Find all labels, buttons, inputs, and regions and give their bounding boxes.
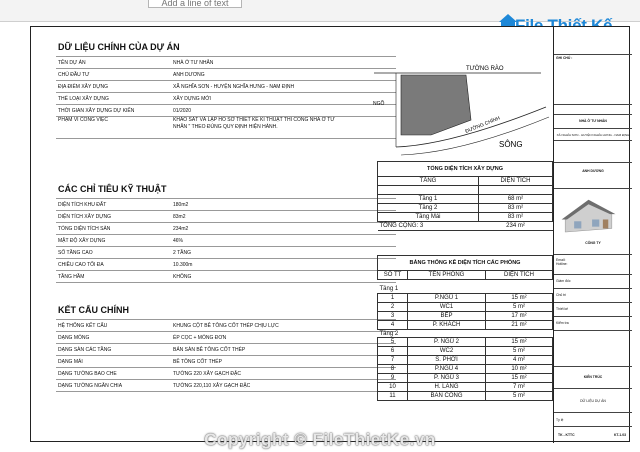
tb-hotline-label: Hotline: bbox=[556, 262, 568, 266]
tb-project: NHÀ Ở TƯ NHÂN bbox=[554, 115, 632, 129]
tb-role-1: Giám đốc bbox=[554, 275, 632, 289]
table-row: CHIỀU CAO TỐI ĐA 10.300m bbox=[56, 259, 396, 271]
table-row: 10 H. LANG 7 m² bbox=[378, 383, 553, 392]
table-row: Tầng Mái 83 m² bbox=[378, 213, 553, 222]
tb-blank bbox=[554, 105, 632, 115]
table-row: 6 WC2 5 m² bbox=[378, 347, 553, 356]
room-area-title: BẢNG THỐNG KÊ DIỆN TÍCH CÁC PHÒNG bbox=[378, 256, 553, 271]
table-row: DẠNG SÀN CÁC TẦNG BẢN SÀN BÊ TÔNG CỐT THÉP bbox=[56, 344, 396, 356]
table-row: 11 BAN CÔNG 5 m² bbox=[378, 392, 553, 401]
floor-area-table bbox=[377, 161, 553, 231]
row-key: TÊN DỰ ÁN bbox=[56, 57, 171, 69]
col-header: TẦNG bbox=[378, 177, 479, 186]
col-header: TÊN PHÒNG bbox=[408, 271, 486, 280]
row-key: PHẠM VI CÔNG VIỆC bbox=[56, 117, 171, 139]
tb-role-4: Kiểm tra bbox=[554, 317, 632, 331]
table-row: DẠNG TƯỜNG NGĂN CHIA TƯỜNG 220,110 XÂY GẠCH ĐẶC bbox=[56, 380, 396, 392]
table-row bbox=[56, 69, 396, 81]
tb-email-label: Email: bbox=[556, 258, 566, 262]
table-row bbox=[56, 105, 396, 117]
group-label: Tầng 1 bbox=[379, 286, 399, 293]
row-value: XÃ NGHĨA SƠN - HUYỆN NGHĨA HƯNG - NAM ĐỊNH bbox=[171, 81, 396, 93]
river-label: SÔNG bbox=[499, 140, 523, 149]
table-row: SỐ TẦNG CAO 2 TẦNG bbox=[56, 247, 396, 259]
tb-role-2: Chủ trì bbox=[554, 289, 632, 303]
row-value: ANH DƯƠNG bbox=[171, 69, 396, 81]
table-row: 9 P. NGỦ 3 15 m² bbox=[378, 374, 553, 383]
table-row: Tầng 1 68 m² bbox=[378, 195, 553, 204]
tb-scale: Tỷ lệ bbox=[554, 413, 632, 427]
table-row: 1 P.NGỦ 1 15 m² bbox=[378, 294, 553, 303]
road-label: ĐƯỜNG CHÍNH bbox=[464, 115, 501, 135]
site-plan bbox=[371, 45, 551, 165]
row-value-continued: NHÂN " THEO ĐÚNG QUY ĐỊNH HIỆN HÀNH. bbox=[173, 124, 278, 130]
table-row: DIỆN TÍCH KHU ĐẤT 180m2 bbox=[56, 199, 396, 211]
total-row: TỔNG CỘNG: 3 234 m² bbox=[378, 222, 553, 231]
table-row: DẠNG TƯỜNG BAO CHE TƯỜNG 220 XÂY GẠCH ĐẶC bbox=[56, 368, 396, 380]
drawing-sheet bbox=[30, 26, 630, 442]
col-header: DIỆN TÍCH bbox=[479, 177, 553, 186]
fence-label: TƯỜNG RÀO bbox=[466, 66, 504, 72]
table-row: 3 BẾP 17 m² bbox=[378, 312, 553, 321]
row-value: NHÀ Ở TƯ NHÂN bbox=[171, 57, 396, 69]
table-row bbox=[56, 81, 396, 93]
technical-section-title: CÁC CHỈ TIÊU KỸ THUẬT bbox=[58, 184, 167, 194]
technical-table bbox=[56, 198, 396, 283]
row-key: ĐỊA ĐIỂM XÂY DỰNG bbox=[56, 81, 171, 93]
group-label: Tầng 2 bbox=[379, 330, 399, 337]
row-key: CHỦ ĐẦU TƯ bbox=[56, 69, 171, 81]
table-row: 4 P. KHÁCH 21 m² bbox=[378, 321, 553, 330]
tb-contact bbox=[554, 255, 632, 275]
house-render-icon bbox=[558, 190, 628, 240]
table-row: 7 S. PHƠI 4 m² bbox=[378, 356, 553, 365]
table-row: TỔNG DIỆN TÍCH SÀN 234m2 bbox=[56, 223, 396, 235]
general-section-title: DỮ LIỆU CHÍNH CỦA DỰ ÁN bbox=[58, 42, 180, 52]
building-footprint bbox=[401, 75, 471, 135]
table-row bbox=[56, 93, 396, 105]
tb-code: TK - KTTC bbox=[558, 433, 575, 437]
table-row: DẠNG MÁI BÊ TÔNG CỐT THÉP bbox=[56, 356, 396, 368]
row-value: KHẢO SÁT VÀ LẬP HỒ SƠ THIẾT KẾ KĨ THUẬT THI CÔNG NHÀ Ở TƯ bbox=[173, 117, 335, 123]
table-row: 2 WC1 5 m² bbox=[378, 303, 553, 312]
text-line-input[interactable]: Add a line of text bbox=[148, 0, 242, 8]
table-row: 5 P. NGỦ 2 15 m² bbox=[378, 338, 553, 347]
col-header: DIỆN TÍCH bbox=[486, 271, 553, 280]
tb-blank bbox=[554, 141, 632, 163]
tb-render-cell bbox=[554, 189, 632, 255]
tb-address: XÃ NGHĨA SƠN - HUYỆN NGHĨA HƯNG - NAM ĐỊNH bbox=[554, 129, 632, 141]
row-value: XÂY DỰNG MỚI bbox=[171, 93, 396, 105]
tb-notes: GHI CHÚ : bbox=[554, 55, 632, 105]
row-value: 01/2020 bbox=[171, 105, 396, 117]
tb-blank bbox=[554, 331, 632, 367]
tb-owner: ANH DƯƠNG bbox=[554, 163, 632, 189]
title-block bbox=[553, 27, 631, 443]
floor-area-title: TỔNG DIỆN TÍCH XÂY DỰNG bbox=[378, 162, 553, 177]
table-row: Tầng 2 83 m² bbox=[378, 204, 553, 213]
general-table bbox=[56, 56, 396, 139]
table-row: MẬT ĐỘ XÂY DỰNG 46% bbox=[56, 235, 396, 247]
tb-header-cell bbox=[554, 27, 632, 55]
table-row: 8 P.NGỦ 4 10 m² bbox=[378, 365, 553, 374]
table-row: DIỆN TÍCH XÂY DỰNG 83m2 bbox=[56, 211, 396, 223]
structure-table bbox=[56, 319, 396, 392]
row-key: THỜI GIAN XÂY DỰNG DỰ KIẾN bbox=[56, 105, 171, 117]
table-row bbox=[56, 57, 396, 69]
tb-sheet-no: KT-1.03 bbox=[613, 433, 626, 437]
table-row: HỆ THỐNG KẾT CẤU KHUNG CỘT BÊ TÔNG CỐT THÉP CHỊU LỰC bbox=[56, 320, 396, 332]
table-row: TẦNG HẦM KHÔNG bbox=[56, 271, 396, 283]
table-row bbox=[56, 117, 396, 139]
copyright-watermark: Copyright © FileThietKe.vn bbox=[204, 430, 436, 449]
tb-role-3: Thiết kế bbox=[554, 303, 632, 317]
table-row: DẠNG MÓNG ÉP CỌC + MÓNG ĐƠN bbox=[56, 332, 396, 344]
room-area-table bbox=[377, 255, 553, 401]
alley-label: NGÕ bbox=[373, 101, 385, 107]
structure-section-title: KẾT CẤU CHÍNH bbox=[58, 305, 129, 315]
tb-company: CÔNG TY bbox=[585, 241, 601, 245]
col-header: SỐ TT bbox=[378, 271, 408, 280]
tb-discipline: KIẾN TRÚC bbox=[554, 367, 632, 389]
row-key: THỂ LOẠI XÂY DỰNG bbox=[56, 93, 171, 105]
tb-sheet-title: DỮ LIỆU DỰ ÁN bbox=[554, 389, 632, 413]
